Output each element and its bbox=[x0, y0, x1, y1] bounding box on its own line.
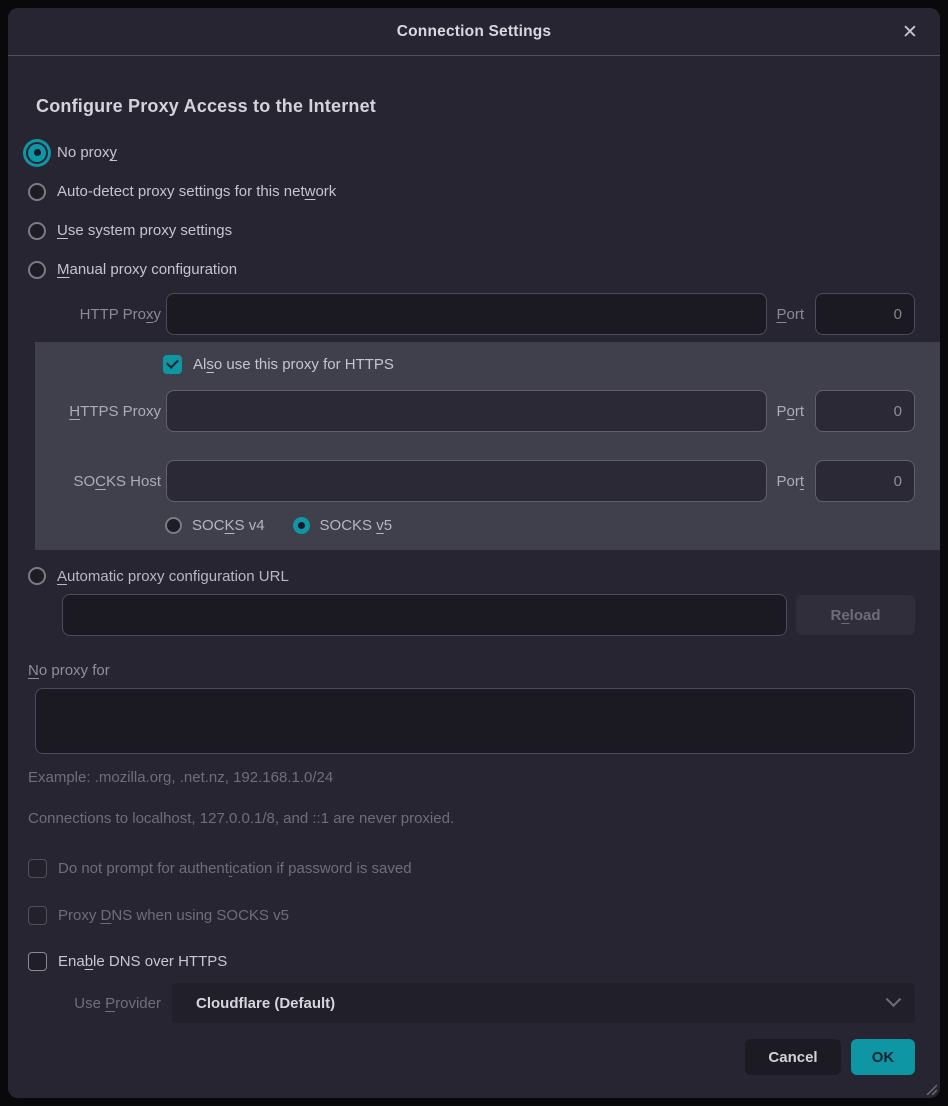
checkbox-unchecked-icon bbox=[28, 952, 47, 971]
no-proxy-example-text: Example: .mozilla.org, .net.nz, 192.168.1.0/24 bbox=[28, 768, 334, 786]
cancel-button[interactable]: Cancel bbox=[745, 1039, 841, 1075]
radio-selected-icon bbox=[293, 517, 310, 534]
radio-selected-icon bbox=[28, 144, 46, 162]
use-provider-label: Use Provider bbox=[74, 994, 161, 1012]
https-port-input[interactable] bbox=[815, 390, 915, 432]
radio-system-proxy[interactable] bbox=[28, 211, 915, 250]
no-prompt-auth-checkbox-row[interactable] bbox=[28, 858, 915, 878]
radio-auto-config-url-label: Automatic proxy configuration URL bbox=[57, 567, 289, 585]
provider-dropdown[interactable] bbox=[172, 983, 915, 1023]
dialog-title: Connection Settings bbox=[396, 22, 552, 40]
auto-config-url-row bbox=[62, 594, 915, 636]
no-prompt-auth-label: Do not prompt for authentication if password is saved bbox=[58, 859, 412, 877]
socks-host-label: SOCKS Host bbox=[73, 472, 161, 490]
page-title: Configure Proxy Access to the Internet bbox=[36, 96, 377, 116]
dialog-titlebar bbox=[8, 8, 940, 56]
https-socks-highlight-section bbox=[35, 342, 940, 550]
auto-config-url-input[interactable] bbox=[62, 594, 787, 636]
http-port-input[interactable] bbox=[815, 293, 915, 335]
https-port-label: Port bbox=[776, 402, 804, 420]
http-proxy-label: HTTP Proxy bbox=[79, 305, 161, 323]
radio-socks-v4[interactable] bbox=[165, 515, 265, 535]
no-proxy-for-label: N o proxy for bbox=[28, 661, 110, 679]
radio-manual-proxy-label: Manual proxy configuration bbox=[57, 261, 238, 278]
provider-dropdown-value: Cloudflare (Default) bbox=[196, 994, 336, 1012]
also-https-checkbox-row[interactable] bbox=[163, 354, 915, 374]
radio-socks-v5-label: SOCKS v5 bbox=[319, 516, 393, 534]
connection-settings-dialog bbox=[8, 8, 940, 1098]
radio-auto-detect[interactable] bbox=[28, 172, 915, 211]
socks-port-input[interactable] bbox=[815, 460, 915, 502]
proxy-mode-radiogroup bbox=[28, 133, 915, 289]
proxy-dns-checkbox-row[interactable] bbox=[28, 905, 915, 925]
https-proxy-row bbox=[35, 390, 915, 432]
https-proxy-input[interactable] bbox=[166, 390, 767, 432]
http-port-label: Port bbox=[776, 305, 804, 323]
radio-no-proxy-label: No proxy bbox=[57, 144, 118, 161]
socks-version-radiogroup bbox=[165, 515, 915, 535]
radio-socks-v5[interactable] bbox=[293, 515, 393, 535]
dialog-actions bbox=[28, 1039, 915, 1075]
close-button[interactable] bbox=[894, 16, 926, 48]
http-proxy-input[interactable] bbox=[166, 293, 767, 335]
reload-button-label: Reload bbox=[830, 606, 881, 624]
socks-host-row bbox=[35, 460, 915, 502]
radio-manual-proxy[interactable] bbox=[28, 250, 915, 289]
reload-button[interactable] bbox=[796, 595, 915, 635]
radio-unselected-icon bbox=[28, 567, 46, 585]
radio-no-proxy[interactable] bbox=[28, 133, 915, 172]
proxy-dns-label: Proxy DNS when using SOCKS v5 bbox=[58, 906, 289, 924]
localhost-note-text: Connections to localhost, 127.0.0.1/8, and ::1 are never proxied. bbox=[28, 809, 455, 827]
enable-doh-checkbox-row[interactable] bbox=[28, 951, 915, 971]
ok-button[interactable]: OK bbox=[851, 1039, 915, 1075]
radio-unselected-icon bbox=[28, 222, 46, 240]
dialog-content bbox=[8, 96, 940, 1075]
radio-unselected-icon bbox=[28, 261, 46, 279]
resize-grip-icon[interactable] bbox=[923, 1081, 937, 1095]
http-proxy-row bbox=[28, 293, 915, 335]
radio-system-proxy-label: Use system proxy settings bbox=[57, 222, 233, 239]
close-icon: ✕ bbox=[902, 21, 918, 43]
also-https-label: Also use this proxy for HTTPS bbox=[193, 355, 394, 373]
checkbox-unchecked-icon bbox=[28, 906, 47, 925]
radio-unselected-icon bbox=[165, 517, 182, 534]
radio-unselected-icon bbox=[28, 183, 46, 201]
socks-host-input[interactable] bbox=[166, 460, 767, 502]
radio-auto-detect-label: Auto-detect proxy settings for this network bbox=[57, 183, 337, 200]
chevron-down-icon bbox=[886, 991, 902, 1007]
radio-auto-config-url[interactable] bbox=[28, 566, 915, 586]
doh-provider-row bbox=[28, 983, 915, 1023]
no-proxy-for-textarea[interactable] bbox=[35, 688, 915, 754]
https-proxy-label: HTTPS Proxy bbox=[69, 402, 161, 420]
radio-socks-v4-label: SOCKS v4 bbox=[192, 516, 265, 534]
checkbox-unchecked-icon bbox=[28, 859, 47, 878]
checkbox-checked-icon bbox=[163, 355, 182, 374]
socks-port-label: Port bbox=[776, 472, 804, 490]
enable-doh-label: Enable DNS over HTTPS bbox=[58, 952, 228, 970]
